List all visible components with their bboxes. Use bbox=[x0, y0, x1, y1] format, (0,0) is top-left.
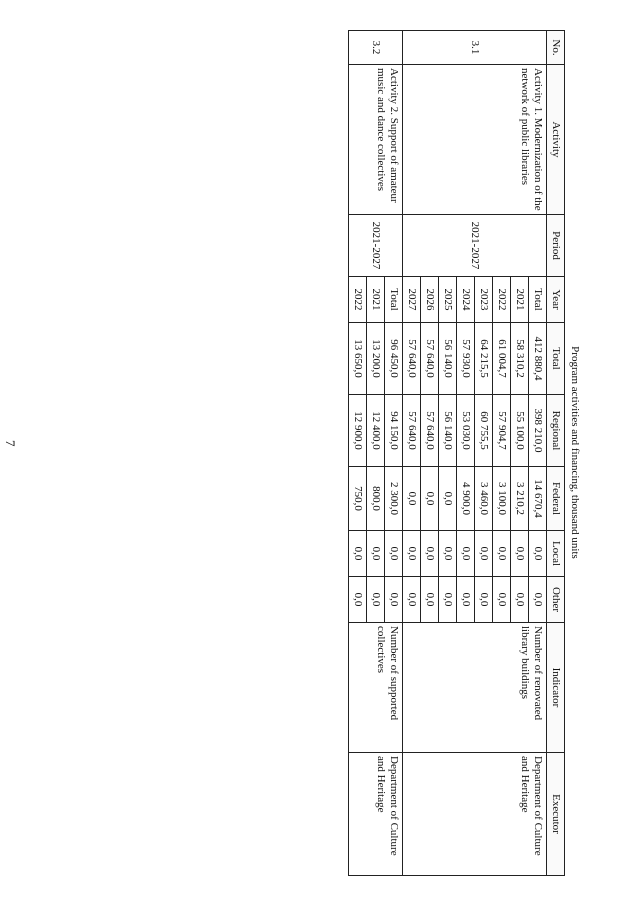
federal-cell: 0,0 bbox=[421, 467, 439, 531]
other-cell: 0,0 bbox=[439, 577, 457, 623]
year-cell: 2022 bbox=[349, 277, 367, 323]
regional-cell: 53 030,0 bbox=[457, 395, 475, 467]
other-cell: 0,0 bbox=[457, 577, 475, 623]
total-cell: 57 640,0 bbox=[421, 323, 439, 395]
other-cell: 0,0 bbox=[349, 577, 367, 623]
year-cell: 2026 bbox=[421, 277, 439, 323]
regional-cell: 94 150,0 bbox=[385, 395, 403, 467]
column-header: Indicator bbox=[547, 623, 565, 753]
total-cell: 96 450,0 bbox=[385, 323, 403, 395]
local-cell: 0,0 bbox=[385, 531, 403, 577]
total-cell: 13 650,0 bbox=[349, 323, 367, 395]
local-cell: 0,0 bbox=[439, 531, 457, 577]
column-header: Period bbox=[547, 215, 565, 277]
other-cell: 0,0 bbox=[421, 577, 439, 623]
rotated-sheet bbox=[85, 30, 585, 875]
regional-cell: 12 900,0 bbox=[349, 395, 367, 467]
column-header: Local bbox=[547, 531, 565, 577]
column-header: Year bbox=[547, 277, 565, 323]
regional-cell: 56 140,0 bbox=[439, 395, 457, 467]
financing-table bbox=[348, 30, 565, 876]
activity-number: 3.2 bbox=[349, 31, 403, 65]
federal-cell: 3 210,2 bbox=[511, 467, 529, 531]
indicator-cell: Number of supported collectives bbox=[349, 623, 403, 753]
year-cell: 2025 bbox=[439, 277, 457, 323]
federal-cell: 800,0 bbox=[367, 467, 385, 531]
indicator-cell: Number of renovated library buildings bbox=[403, 623, 547, 753]
column-header: Other bbox=[547, 577, 565, 623]
federal-cell: 3 460,0 bbox=[475, 467, 493, 531]
year-cell: Total bbox=[385, 277, 403, 323]
total-cell: 412 880,4 bbox=[529, 323, 547, 395]
activity-number: 3.1 bbox=[403, 31, 547, 65]
other-cell: 0,0 bbox=[493, 577, 511, 623]
federal-cell: 14 670,4 bbox=[529, 467, 547, 531]
federal-cell: 2 300,0 bbox=[385, 467, 403, 531]
table-caption: Program activities and financing, thousand units bbox=[569, 346, 581, 559]
total-cell: 57 930,0 bbox=[457, 323, 475, 395]
regional-cell: 57 640,0 bbox=[403, 395, 421, 467]
local-cell: 0,0 bbox=[529, 531, 547, 577]
year-cell: 2022 bbox=[493, 277, 511, 323]
header-row bbox=[547, 31, 565, 876]
executor-cell: Department of Culture and Heritage bbox=[349, 753, 403, 876]
column-header: No. bbox=[547, 31, 565, 65]
year-cell: 2027 bbox=[403, 277, 421, 323]
local-cell: 0,0 bbox=[457, 531, 475, 577]
executor-cell: Department of Culture and Heritage bbox=[403, 753, 547, 876]
local-cell: 0,0 bbox=[493, 531, 511, 577]
activity-period: 2021-2027 bbox=[403, 215, 547, 277]
total-cell: 57 640,0 bbox=[403, 323, 421, 395]
local-cell: 0,0 bbox=[367, 531, 385, 577]
other-cell: 0,0 bbox=[529, 577, 547, 623]
year-cell: 2021 bbox=[367, 277, 385, 323]
activity-title: Activity 2. Support of amateur music and dance collectives bbox=[349, 65, 403, 215]
table-body bbox=[349, 31, 547, 876]
column-header: Activity bbox=[547, 65, 565, 215]
activity-title: Activity 1. Modernization of the network of public libraries bbox=[403, 65, 547, 215]
column-header: Federal bbox=[547, 467, 565, 531]
year-cell: Total bbox=[529, 277, 547, 323]
regional-cell: 398 210,0 bbox=[529, 395, 547, 467]
table-row bbox=[385, 31, 403, 876]
table-row bbox=[529, 31, 547, 876]
total-cell: 58 310,2 bbox=[511, 323, 529, 395]
regional-cell: 55 100,0 bbox=[511, 395, 529, 467]
regional-cell: 57 640,0 bbox=[421, 395, 439, 467]
year-cell: 2021 bbox=[511, 277, 529, 323]
column-header: Executor bbox=[547, 753, 565, 876]
regional-cell: 12 400,0 bbox=[367, 395, 385, 467]
federal-cell: 0,0 bbox=[439, 467, 457, 531]
local-cell: 0,0 bbox=[349, 531, 367, 577]
other-cell: 0,0 bbox=[403, 577, 421, 623]
other-cell: 0,0 bbox=[475, 577, 493, 623]
local-cell: 0,0 bbox=[403, 531, 421, 577]
local-cell: 0,0 bbox=[421, 531, 439, 577]
federal-cell: 0,0 bbox=[403, 467, 421, 531]
other-cell: 0,0 bbox=[385, 577, 403, 623]
regional-cell: 60 755,5 bbox=[475, 395, 493, 467]
total-cell: 61 004,7 bbox=[493, 323, 511, 395]
year-cell: 2024 bbox=[457, 277, 475, 323]
total-cell: 56 140,0 bbox=[439, 323, 457, 395]
local-cell: 0,0 bbox=[475, 531, 493, 577]
federal-cell: 3 100,0 bbox=[493, 467, 511, 531]
activity-period: 2021-2027 bbox=[349, 215, 403, 277]
regional-cell: 57 904,7 bbox=[493, 395, 511, 467]
federal-cell: 750,0 bbox=[349, 467, 367, 531]
other-cell: 0,0 bbox=[367, 577, 385, 623]
column-header: Total bbox=[547, 323, 565, 395]
year-cell: 2023 bbox=[475, 277, 493, 323]
column-header: Regional bbox=[547, 395, 565, 467]
total-cell: 13 200,0 bbox=[367, 323, 385, 395]
page-number: 7 bbox=[3, 440, 18, 447]
other-cell: 0,0 bbox=[511, 577, 529, 623]
total-cell: 64 215,5 bbox=[475, 323, 493, 395]
local-cell: 0,0 bbox=[511, 531, 529, 577]
federal-cell: 4 900,0 bbox=[457, 467, 475, 531]
